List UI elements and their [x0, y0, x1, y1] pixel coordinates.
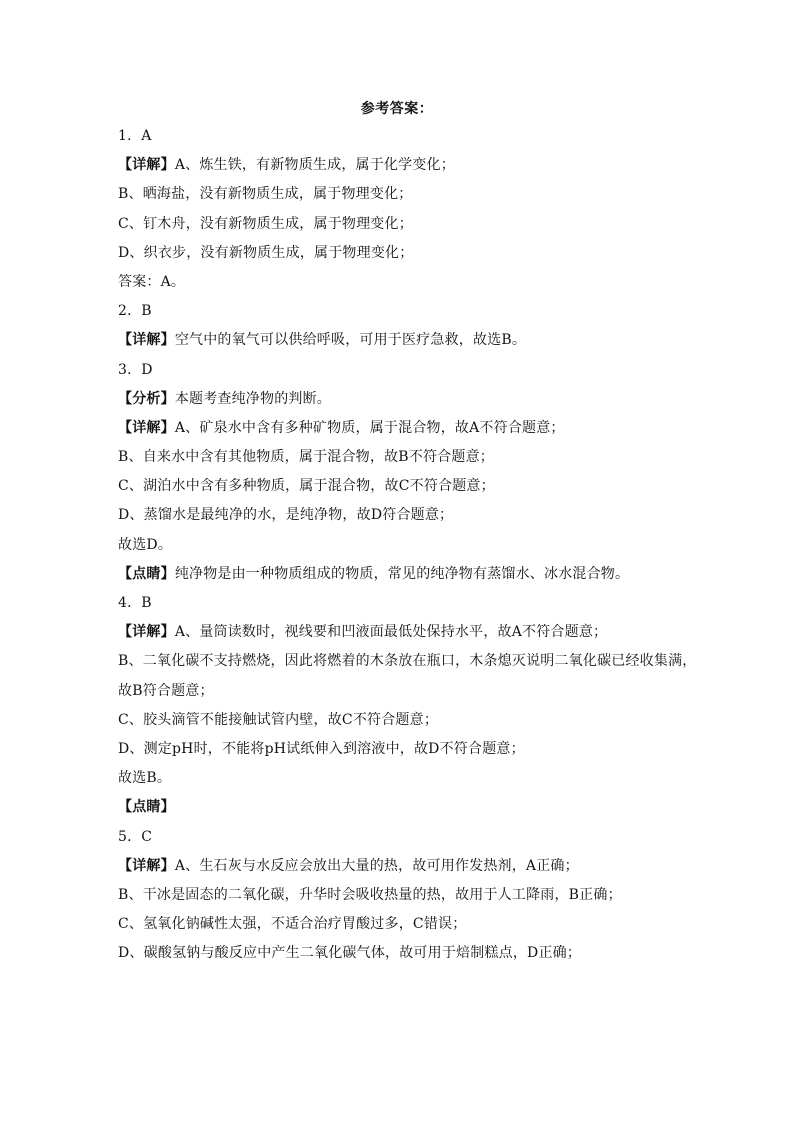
page-title: 参考答案： [360, 101, 434, 117]
line-text: C、胶头滴管不能接触试管内壁，故C不符合题意； [118, 711, 439, 728]
line-text: 2．B [118, 303, 152, 320]
line-text: D、测定pH时，不能将pH试纸伸入到溶液中，故D不符合题意； [118, 740, 525, 757]
line-text: 故B符合题意； [118, 682, 214, 699]
line-text: 本题考查纯净物的判断。 [174, 390, 332, 407]
line-text: 纯净物是由一种物质组成的物质，常见的纯净物有蒸馏水、冰水混合物。 [174, 565, 630, 582]
line-tag: 【点睛】 [118, 565, 175, 582]
answer-line [118, 151, 678, 180]
answer-line [118, 472, 678, 501]
line-text: C、氢氧化钠碱性太强，不适合治疗胃酸过多，C错误； [118, 916, 467, 933]
line-text: A、矿泉水中含有多种矿物质，属于混合物，故A不符合题意； [174, 419, 565, 436]
line-text: B、晒海盐，没有新物质生成，属于物理变化； [118, 186, 413, 203]
line-text: B、干冰是固态的二氧化碳，升华时会吸收热量的热，故用于人工降雨，B正确； [118, 886, 622, 903]
line-text: A、生石灰与水反应会放出大量的热，故可用作发热剂，A正确； [174, 857, 579, 874]
answer-line [118, 647, 697, 676]
line-text: 答案：A。 [118, 273, 186, 290]
line-text: 5．C [118, 828, 153, 845]
line-text: D、织衣步，没有新物质生成，属于物理变化； [118, 244, 414, 261]
line-text: 故选D。 [118, 536, 173, 553]
line-text: C、钉木舟，没有新物质生成，属于物理变化； [118, 215, 413, 232]
line-tag: 【详解】 [118, 419, 175, 436]
answer-line [118, 180, 678, 209]
answer-line [118, 823, 678, 852]
line-text: 4．B [118, 595, 152, 611]
line-text: 3．D [118, 361, 153, 378]
line-tag: 【详解】 [118, 624, 175, 641]
answer-line [118, 268, 678, 297]
line-tag: 【详解】 [118, 157, 175, 174]
line-text: D、碳酸氢钠与酸反应中产生二氧化碳气体，故可用于焙制糕点，D正确； [118, 945, 582, 962]
answer-line [118, 793, 678, 822]
answer-line [118, 385, 678, 414]
answer-line [118, 764, 678, 793]
line-tag: 【详解】 [118, 332, 175, 349]
answer-line [118, 706, 678, 735]
answer-line [118, 356, 678, 385]
line-tag: 【点睛】 [118, 799, 175, 816]
answer-line [118, 618, 678, 647]
answer-line [118, 210, 678, 239]
line-text: 1．A [118, 128, 152, 144]
answer-line [118, 939, 678, 968]
answer-line [118, 735, 678, 764]
line-text: 故选B。 [118, 770, 172, 787]
answer-line [118, 852, 678, 881]
answer-line [118, 443, 678, 472]
answer-line [118, 326, 678, 355]
answer-content [118, 122, 697, 968]
answer-line [118, 414, 678, 443]
answer-line [118, 122, 678, 151]
answer-line [118, 239, 678, 268]
answer-line [118, 677, 678, 706]
line-tag: 【分析】 [118, 390, 175, 407]
line-text: 空气中的氧气可以供给呼吸，可用于医疗急救，故选B。 [174, 332, 527, 349]
answer-line [118, 881, 678, 910]
line-text: B、自来水中含有其他物质，属于混合物，故B不符合题意； [118, 449, 494, 466]
answer-line [118, 501, 678, 530]
line-tag: 【详解】 [118, 857, 175, 874]
line-text: D、蒸馏水是最纯净的水，是纯净物，故D符合题意； [118, 507, 454, 524]
answer-line [118, 910, 678, 939]
answer-line [118, 589, 678, 618]
line-text: A、量筒读数时，视线要和凹液面最低处保持水平，故A不符合题意； [174, 624, 608, 641]
answer-line [118, 531, 678, 560]
answer-line [118, 560, 678, 589]
line-text: C、湖泊水中含有多种物质，属于混合物，故C不符合题意； [118, 478, 495, 495]
line-text: A、炼生铁，有新物质生成，属于化学变化； [174, 157, 455, 174]
answer-line [118, 297, 678, 326]
line-text: B、二氧化碳不支持燃烧，因此将燃着的木条放在瓶口，木条熄灭说明二氧化碳已经收集满， [118, 653, 697, 670]
